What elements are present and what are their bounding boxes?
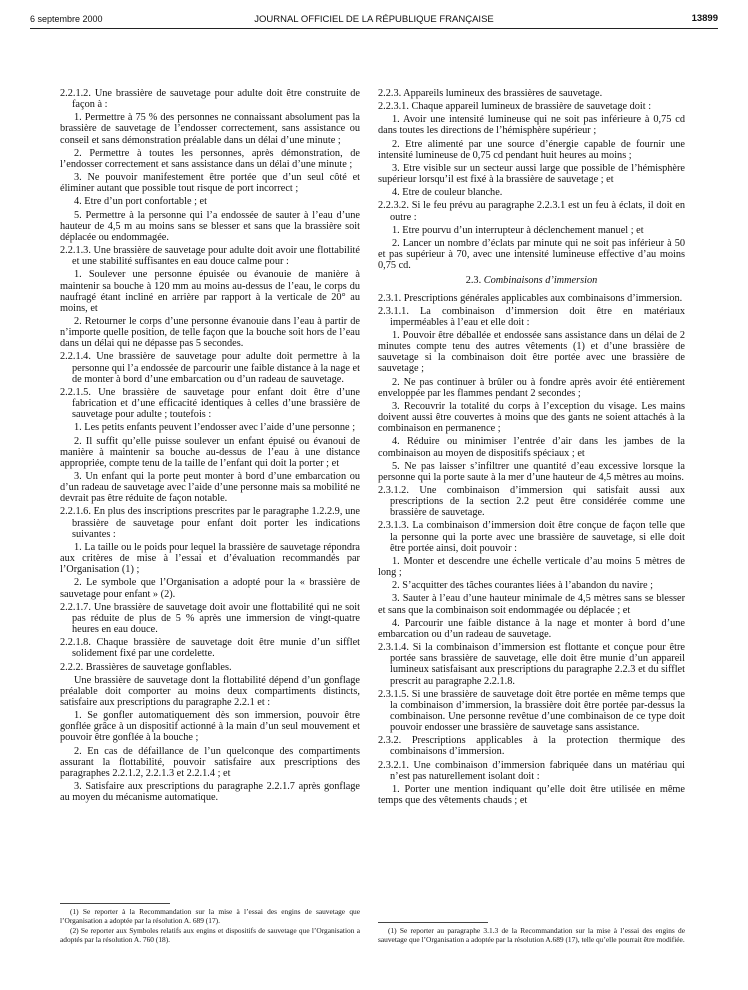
- article-paragraph: 2.3.2. Prescriptions applicables à la protection thermique des combinaisons d’immersion.: [378, 735, 685, 758]
- sub-item: 3. Un enfant qui la porte peut monter à bord d’une embarcation ou d’un radeau de sauvetage avec l’aide d’une personne mais sa mobilité ne devrait pas être réduite de façon notable.: [60, 471, 360, 505]
- sub-item: 1. Pouvoir être déballée et endossée sans assistance dans un délai de 2 minutes compte tenu des autres vêtements (1) et d’une brassière de sauvetage si la combinaison doit être portée avec une brassière de sauvetage ;: [378, 329, 685, 375]
- sub-item: 2. Il suffit qu’elle puisse soulever un enfant épuisé ou évanoui de manière à maintenir sa bouche au-dessus de l’eau à une distance appropriée, compte tenu de la taille de l’enfant qui doit la porter ; et: [60, 435, 360, 469]
- sub-item: 3. Recouvrir la totalité du corps à l’exception du visage. Les mains doivent aussi être couvertes à moins que des gants ne soient attachés à la combinaison en permanence ;: [378, 400, 685, 435]
- sub-item: 4. Etre de couleur blanche.: [392, 187, 503, 199]
- header-rule: [30, 28, 718, 29]
- sub-item: 4. Etre d’un port confortable ; et: [74, 196, 207, 208]
- journal-title: JOURNAL OFFICIEL DE LA RÉPUBLIQUE FRANÇAISE: [254, 14, 494, 25]
- left-column: [60, 88, 360, 805]
- article-paragraph: 2.3.1.2. Une combinaison d’immersion qui satisfait aussi aux prescriptions de la section 2.2 peut être considérée comme une brassière de sauvetage.: [378, 485, 685, 519]
- article-paragraph: 2.2.3.2. Si le feu prévu au paragraphe 2.2.3.1 est un feu à éclats, il doit en outre :: [378, 200, 685, 223]
- article-paragraph: 2.3.1. Prescriptions générales applicables aux combinaisons d’immersion.: [378, 292, 683, 304]
- left-footnotes: [60, 908, 360, 946]
- sub-item: 2. S’acquitter des tâches courantes liées à l’abandon du navire ;: [392, 580, 654, 592]
- article-paragraph: 2.3.1.1. La combinaison d’immersion doit être en matériaux imperméables à l’eau et elle doit :: [378, 305, 685, 328]
- right-footnotes: [378, 927, 685, 946]
- article-paragraph: 2.3.1.4. Si la combinaison d’immersion est flottante et conçue pour être portée sans brassière de sauvetage, elle doit être munie d’un appareil lumineux satisfaisant aux prescriptions du paragraphe 2.2.3 et du sifflet prescrit au paragraphe 2.2.1.8.: [378, 642, 685, 687]
- sub-item: 2. Le symbole que l’Organisation a adopté pour la « brassière de sauvetage pour enfant » (2).: [60, 577, 360, 600]
- left-footnote-rule: [60, 903, 170, 904]
- sub-item: 3. Ne pouvoir manifestement être portée que d’un seul côté et éliminer autant que possible tout risque de port incorrect ;: [60, 172, 360, 195]
- right-column: [378, 88, 685, 808]
- article-paragraph: 2.3.2.1. Une combinaison d’immersion fabriquée dans un matériau qui n’est pas naturellement isolant doit :: [378, 759, 685, 782]
- page-number: 13899: [691, 13, 718, 24]
- sub-item: 1. Avoir une intensité lumineuse qui ne soit pas inférieure à 0,75 cd dans toutes les directions de l’hémisphère supérieur ;: [378, 114, 685, 137]
- sub-item: 3. Etre visible sur un secteur aussi large que possible de l’hémisphère supérieur lorsqu’il est fixé à la brassière de sauvetage ; et: [378, 162, 685, 186]
- section-number: 2.3.: [465, 275, 482, 287]
- sub-item: 4. Réduire ou minimiser l’entrée d’air dans les jambes de la combinaison au moyen de dispositifs spéciaux ; et: [378, 436, 685, 459]
- sub-item: 2. Etre alimenté par une source d’énergie capable de fournir une intensité lumineuse de 0,75 cd pendant huit heures au moins ;: [378, 138, 685, 161]
- section-heading: [378, 275, 685, 286]
- sub-item: 4. Parcourir une faible distance à la nage et monter à bord d’une embarcation ou d’un radeau de sauvetage.: [378, 617, 685, 640]
- article-paragraph: 2.3.1.3. La combinaison d’immersion doit être conçue de façon telle que la personne qui la porte avec une brassière de sauvetage, si elle doit être portée ainsi, doit pouvoir :: [378, 520, 685, 554]
- section-title: Combinaisons d’immersion: [483, 275, 598, 287]
- footnote: (1) Se reporter à la Recommandation sur la mise à l’essai des engins de sauvetage que l’Organisation a adoptée par la résolution A. 689 (17).: [60, 907, 360, 925]
- sub-item: 2. Ne pas continuer à brûler ou à fondre après avoir été entièrement enveloppée par les flammes pendant 2 secondes ;: [378, 376, 685, 399]
- sub-item: 1. Monter et descendre une échelle verticale d’au moins 5 mètres de long ;: [378, 555, 685, 579]
- article-paragraph: 2.2.1.8. Chaque brassière de sauvetage doit être munie d’un sifflet solidement fixé par une cordelette.: [60, 637, 360, 660]
- sub-item: 1. Se gonfler automatiquement dès son immersion, pouvoir être gonflée grâce à un dispositif actionné à la main d’un seul mouvement et pouvoir être gonflée à la bouche ;: [60, 710, 360, 744]
- article-paragraph: 2.2.3. Appareils lumineux des brassières de sauvetage.: [378, 88, 603, 99]
- article-paragraph: 2.2.1.3. Une brassière de sauvetage pour adulte doit avoir une flottabilité et une stabilité suffisantes en eau douce calme pour :: [60, 245, 360, 268]
- article-paragraph: 2.2.2. Brassières de sauvetage gonflables.: [60, 661, 232, 673]
- sub-item: 2. Lancer un nombre d’éclats par minute qui ne soit pas inférieur à 50 et pas supérieur à 70, avec une intensité lumineuse effective d’au moins 0,75 cd.: [378, 237, 685, 272]
- sub-item: 3. Satisfaire aux prescriptions du paragraphe 2.2.1.7 après gonflage au moyen du mécanisme automatique.: [60, 781, 360, 804]
- article-paragraph: 2.2.1.5. Une brassière de sauvetage pour enfant doit être d’une fabrication et d’une efficacité identiques à celles d’une brassière de sauvetage pour adulte ; toutefois :: [60, 386, 360, 421]
- sub-item: 5. Ne pas laisser s’infiltrer une quantité d’eau excessive lorsque la personne qui la porte saute à la mer d’une hauteur de 4,5 mètres au moins.: [378, 460, 685, 483]
- article-paragraph: 2.2.1.7. Une brassière de sauvetage doit avoir une flottabilité qui ne soit pas réduite de plus de 5 % après une immersion de vingt-quatre heures en eau douce.: [60, 601, 360, 636]
- sub-item: 5. Permettre à la personne qui l’a endossée de sauter à l’eau d’une hauteur de 4,5 m au moins sans se blesser et sans que la brassière soit déplacée ou endommagée.: [60, 209, 360, 243]
- article-paragraph: 2.2.1.4. Une brassière de sauvetage pour adulte doit permettre à la personne qui l’a endossée de parcourir une faible distance à la nage et de monter à bord d’une embarcation ou d’un radeau de sauvetage.: [60, 351, 360, 385]
- sub-item: 2. Permettre à toutes les personnes, après démonstration, de l’endosser correctement et sans assistance dans un délai d’une minute ;: [60, 147, 360, 170]
- article-paragraph: 2.2.3.1. Chaque appareil lumineux de brassière de sauvetage doit :: [378, 101, 652, 113]
- footnote: (1) Se reporter au paragraphe 3.1.3 de la Recommandation sur la mise à l’essai des engins de sauvetage que l’Organisation a adoptée par la résolution A.689 (17), telle qu’elle pourrait être modifiée.: [378, 926, 685, 944]
- sub-item: 3. Sauter à l’eau d’une hauteur minimale de 4,5 mètres sans se blesser et sans que la combinaison soit endommagée ou déplacée ; et: [378, 593, 685, 616]
- sub-item: 1. Permettre à 75 % des personnes ne connaissant absolument pas la brassière de sauvetage de l’endosser correctement, sans assistance ou conseil et sans démonstration préalable dans un délai d’une minute ;: [60, 112, 360, 146]
- article-paragraph: 2.2.1.2. Une brassière de sauvetage pour adulte doit être construite de façon à :: [60, 88, 360, 111]
- sub-item: 1. Les petits enfants peuvent l’endosser avec l’aide d’une personne ;: [74, 422, 356, 434]
- sub-item: Une brassière de sauvetage dont la flottabilité dépend d’un gonflage préalable doit comporter au moins deux compartiments distincts, satisfaire aux prescriptions du paragraphe 2.2.1 et :: [60, 674, 360, 708]
- sub-item: 1. Soulever une personne épuisée ou évanouie de manière à maintenir sa bouche à 120 mm au moins au-dessus de l’eau, le corps du naufragé étant incliné en arrière par rapport à la verticale de 20° au moins, et: [60, 269, 360, 314]
- footnote: (2) Se reporter aux Symboles relatifs aux engins et dispositifs de sauvetage que l’Organisation a adoptés par la résolution A. 760 (18).: [60, 926, 360, 944]
- page-header: [30, 12, 718, 28]
- header-date: 6 septembre 2000: [30, 14, 103, 24]
- sub-item: 2. Retourner le corps d’une personne évanouie dans l’eau à partir de n’importe quelle position, de telle façon que la bouche soit hors de l’eau dans un délai qui ne dépasse pas 5 secondes.: [60, 315, 360, 350]
- right-footnote-rule: [378, 922, 488, 923]
- article-paragraph: 2.3.1.5. Si une brassière de sauvetage doit être portée en même temps que la combinaison d’immersion, la brassière doit être portée par-dessus la combinaison. Une personne revêtue d’une combinaison de ce type doit pouvoir endosser une brassière de sauvetage sans assistance.: [378, 688, 685, 734]
- sub-item: 2. En cas de défaillance de l’un quelconque des compartiments assurant la flottabilité, pouvoir satisfaire aux prescriptions des paragraphes 2.2.1.2, 2.2.1.3 et 2.2.1.4 ; et: [60, 745, 360, 779]
- sub-item: 1. Etre pourvu d’un interrupteur à déclenchement manuel ; et: [392, 224, 644, 236]
- sub-item: 1. La taille ou le poids pour lequel la brassière de sauvetage répondra aux critères de mise à l’essai et d’évaluation recommandés par l’Organisation (1) ;: [60, 541, 360, 576]
- article-paragraph: 2.2.1.6. En plus des inscriptions prescrites par le paragraphe 1.2.2.9, une brassière de sauvetage pour enfant doit porter les indications suivantes :: [60, 506, 360, 540]
- sub-item: 1. Porter une mention indiquant qu’elle doit être utilisée en même temps que des vêtements chauds ; et: [378, 783, 685, 807]
